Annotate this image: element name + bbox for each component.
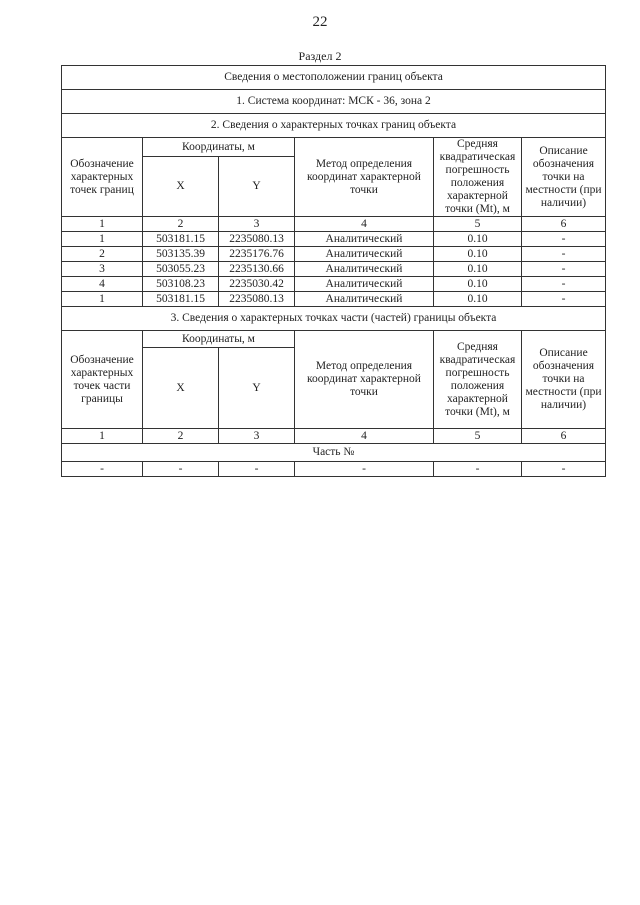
method: - (295, 462, 434, 477)
x-coordinate: 503108.23 (143, 277, 219, 292)
table1-header-error: Средняя квадратическая погрешность положения характерной точки (Mt), м (434, 138, 522, 217)
table1-header-y: Y (219, 157, 295, 217)
y-coordinate: 2235130.66 (219, 262, 295, 277)
table2-caption: 3. Сведения о характерных точках части (частей) границы объекта (62, 307, 606, 331)
x-coordinate: 503135.39 (143, 247, 219, 262)
point-number: 4 (62, 277, 143, 292)
description: - (522, 292, 606, 307)
table1-header-method: Метод определения координат характерной точки (295, 138, 434, 217)
table-row (62, 462, 606, 477)
point-number: - (62, 462, 143, 477)
table2-header-x: X (143, 348, 219, 429)
column-number: 2 (143, 429, 219, 444)
method: Аналитический (295, 262, 434, 277)
column-number: 3 (219, 429, 295, 444)
method: Аналитический (295, 247, 434, 262)
y-coordinate: 2235080.13 (219, 232, 295, 247)
y-coordinate: 2235030.42 (219, 277, 295, 292)
column-number: 1 (62, 217, 143, 232)
description: - (522, 247, 606, 262)
table-row (62, 277, 606, 292)
column-number: 4 (295, 217, 434, 232)
table2-header-coordinates: Координаты, м (143, 331, 295, 348)
part-label: Часть № (62, 444, 606, 462)
description: - (522, 232, 606, 247)
column-number: 5 (434, 217, 522, 232)
table1-column-numbers (62, 217, 606, 232)
coordinate-system: 1. Система координат: МСК - 36, зона 2 (62, 90, 606, 114)
point-number: 2 (62, 247, 143, 262)
method: Аналитический (295, 277, 434, 292)
column-number: 6 (522, 217, 606, 232)
table-row (62, 292, 606, 307)
column-number: 6 (522, 429, 606, 444)
x-coordinate: - (143, 462, 219, 477)
description: - (522, 262, 606, 277)
table2-header-error: Средняя квадратическая погрешность положения характерной точки (Mt), м (434, 331, 522, 429)
error-value: 0.10 (434, 292, 522, 307)
table1-header-x: X (143, 157, 219, 217)
table2-header-y: Y (219, 348, 295, 429)
table-row (62, 262, 606, 277)
column-number: 4 (295, 429, 434, 444)
column-number: 2 (143, 217, 219, 232)
section-label: Раздел 2 (298, 49, 342, 63)
description: - (522, 277, 606, 292)
table2-header-method: Метод определения координат характерной точки (295, 331, 434, 429)
page-number: 22 (312, 14, 328, 30)
error-value: - (434, 462, 522, 477)
description: - (522, 462, 606, 477)
table-row (62, 247, 606, 262)
error-value: 0.10 (434, 232, 522, 247)
error-value: 0.10 (434, 262, 522, 277)
table2-column-numbers (62, 429, 606, 444)
x-coordinate: 503181.15 (143, 292, 219, 307)
x-coordinate: 503055.23 (143, 262, 219, 277)
table2-header-description: Описание обозначения точки на местности (при наличии) (522, 331, 606, 429)
point-number: 1 (62, 292, 143, 307)
table1-header-designation: Обозначение характерных точек границ (62, 138, 143, 217)
table1-caption: 2. Сведения о характерных точках границ объекта (62, 114, 606, 138)
boundary-table (61, 65, 606, 477)
y-coordinate: 2235176.76 (219, 247, 295, 262)
y-coordinate: - (219, 462, 295, 477)
column-number: 5 (434, 429, 522, 444)
y-coordinate: 2235080.13 (219, 292, 295, 307)
point-number: 1 (62, 232, 143, 247)
table2-header-designation: Обозначение характерных точек части границы (62, 331, 143, 429)
column-number: 1 (62, 429, 143, 444)
method: Аналитический (295, 232, 434, 247)
error-value: 0.10 (434, 247, 522, 262)
method: Аналитический (295, 292, 434, 307)
point-number: 3 (62, 262, 143, 277)
table1-header-coordinates: Координаты, м (143, 138, 295, 157)
x-coordinate: 503181.15 (143, 232, 219, 247)
column-number: 3 (219, 217, 295, 232)
table1-header-description: Описание обозначения точки на местности (при наличии) (522, 138, 606, 217)
error-value: 0.10 (434, 277, 522, 292)
table-row (62, 232, 606, 247)
table-title: Сведения о местоположении границ объекта (62, 66, 606, 90)
